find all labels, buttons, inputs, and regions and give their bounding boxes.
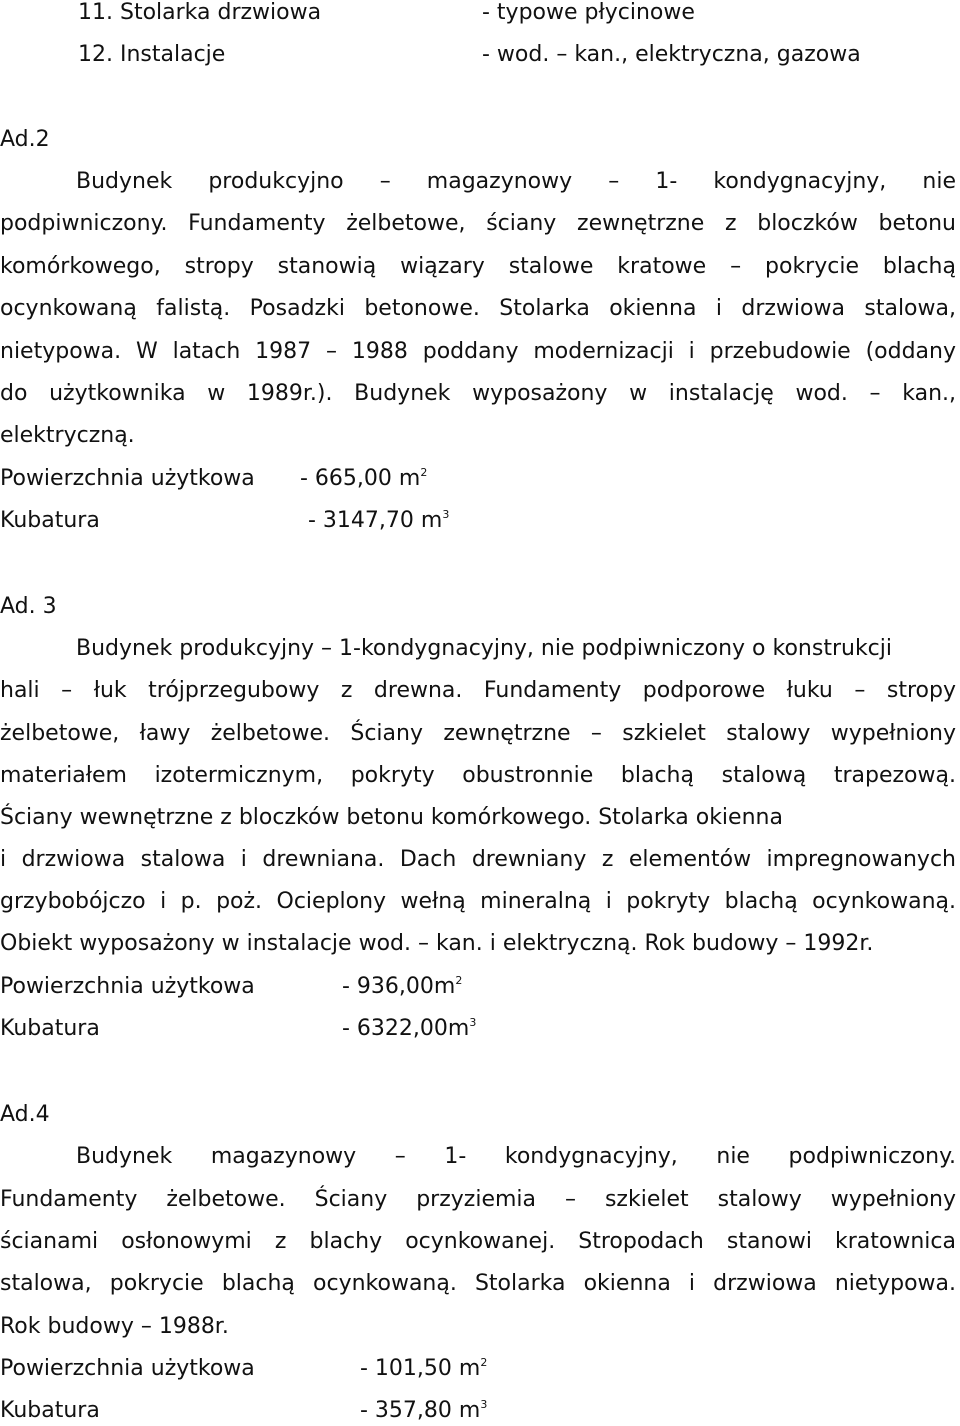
paragraph-line: stalowa, pokrycie blachą ocynkowaną. Stolarka okienna i drzwiowa nietypowa. [0, 1271, 956, 1296]
paragraph-line: Rok budowy – 1988r. [0, 1314, 229, 1339]
paragraph-line: nietypowa. W latach 1987 – 1988 poddany modernizacji i przebudowie (oddany [0, 339, 956, 364]
volume-label: Kubatura [0, 508, 100, 533]
volume-value: - 3147,70 $m^3$ [308, 508, 450, 533]
paragraph-line: ocynkowaną falistą. Posadzki betonowe. Stolarka okienna i drzwiowa stalowa, [0, 296, 956, 321]
paragraph-line: komórkowego, stropy stanowią wiązary stalowe kratowe – pokrycie blachą [0, 254, 956, 279]
list-item-value: - wod. – kan., elektryczna, gazowa [482, 42, 861, 67]
paragraph-line: Budynek produkcyjno – magazynowy – 1- kondygnacyjny, nie [76, 169, 956, 194]
area-value: - 101,50 $m^2$ [360, 1356, 488, 1381]
paragraph-line: Fundamenty żelbetowe. Ściany przyziemia – szkielet stalowy wypełniony [0, 1187, 956, 1212]
list-item-value: - typowe płycinowe [482, 0, 695, 25]
paragraph-line: materiałem izotermicznym, pokryty obustronnie blachą stalową trapezową. [0, 763, 956, 788]
paragraph-line: Ściany wewnętrzne z bloczków betonu komórkowego. Stolarka okienna [0, 805, 783, 830]
paragraph-line: Budynek produkcyjny – 1-kondygnacyjny, nie podpiwniczony o konstrukcji [76, 636, 892, 661]
area-label: Powierzchnia użytkowa [0, 974, 255, 999]
volume-value: - 357,80 $m^3$ [360, 1398, 488, 1423]
volume-label: Kubatura [0, 1398, 100, 1423]
paragraph-line: podpiwniczony. Fundamenty żelbetowe, ściany zewnętrzne z bloczków betonu [0, 211, 956, 236]
paragraph-line: Budynek magazynowy – 1- kondygnacyjny, nie podpiwniczony. [76, 1144, 956, 1169]
section-heading: Ad.2 [0, 127, 50, 152]
list-item-label: 12. Instalacje [78, 42, 226, 67]
paragraph-line: żelbetowe, ławy żelbetowe. Ściany zewnętrzne – szkielet stalowy wypełniony [0, 721, 956, 746]
section-heading: Ad. 3 [0, 594, 57, 619]
area-value: - 665,00 $m^2$ [300, 466, 428, 491]
paragraph-line: hali – łuk trójprzegubowy z drewna. Fundamenty podporowe łuku – stropy [0, 678, 956, 703]
volume-value: - $6322,00m^3$ [342, 1016, 477, 1041]
paragraph-line: i drzwiowa stalowa i drewniana. Dach drewniany z elementów impregnowanych [0, 847, 956, 872]
area-label: Powierzchnia użytkowa [0, 466, 255, 491]
paragraph-line: elektryczną. [0, 423, 135, 448]
paragraph-line: grzybobójczo i p. poż. Ocieplony wełną mineralną i pokryty blachą ocynkowaną. [0, 889, 956, 914]
paragraph-line: do użytkownika w 1989r.). Budynek wyposażony w instalację wod. – kan., [0, 381, 956, 406]
list-item-label: 11. Stolarka drzwiowa [78, 0, 322, 25]
area-value: - $936,00m^2$ [342, 974, 463, 999]
paragraph-line: Obiekt wyposażony w instalacje wod. – kan. i elektryczną. Rok budowy – 1992r. [0, 931, 874, 956]
volume-label: Kubatura [0, 1016, 100, 1041]
paragraph-line: ścianami osłonowymi z blachy ocynkowanej. Stropodach stanowi kratownica [0, 1229, 956, 1254]
area-label: Powierzchnia użytkowa [0, 1356, 255, 1381]
section-heading: Ad.4 [0, 1102, 50, 1127]
